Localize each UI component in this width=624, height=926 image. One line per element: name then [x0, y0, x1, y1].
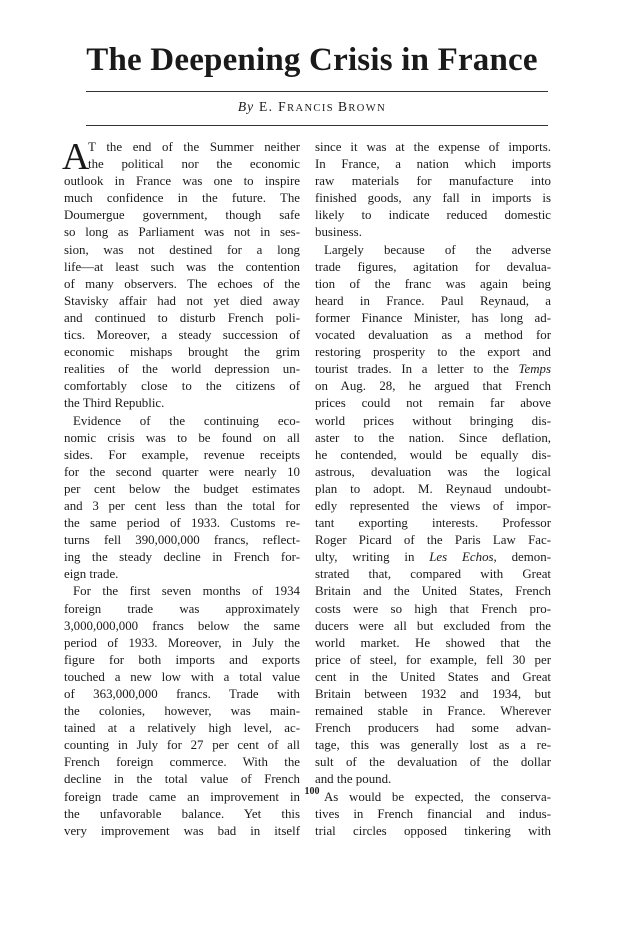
text-line-temps [315, 361, 551, 378]
text-line: Britain between 1932 and 1934, but [315, 687, 551, 701]
text-line: strated that, compared with Great [315, 567, 551, 582]
text-line: per cent below the budget estimates [64, 481, 300, 496]
text-line: Britain and the United States, French [315, 584, 551, 599]
text-line: In France, a nation which imports [315, 157, 551, 172]
text-line: business. [315, 225, 362, 240]
text-line: trade figures, agitation for devalua- [315, 259, 551, 274]
text-line: turns fell 390,000,000 francs, reflect- [64, 533, 300, 548]
text-line: since it was at the expense of imports. [315, 140, 551, 154]
text-line: raw materials for manufacture into [315, 174, 551, 189]
text-line: prices could not remain far above [315, 396, 551, 411]
text-line: and the pound. [315, 772, 392, 787]
text-line: on Aug. 28, he argued that French [315, 379, 551, 394]
title-rule-top [86, 91, 548, 92]
text-line: tives in French financial and indus- [315, 806, 551, 821]
text-line: touched a new low with a total value [64, 669, 300, 684]
text-line: T the end of the Summer neither [88, 140, 300, 154]
text-line: As would be expected, the conserva- [324, 789, 551, 804]
byline-author-f: F [278, 99, 288, 114]
text-line: For the first seven months of 1934 [73, 584, 300, 599]
drop-cap: A [62, 136, 90, 178]
text-line: French foreign commerce. With the [64, 755, 300, 770]
text-line: former Finance Minister, has long ad- [315, 310, 551, 325]
text-line: edly represented the views of impor- [315, 498, 551, 513]
text-line: plan to adopt. M. Reynaud undoubt- [315, 481, 551, 496]
text-line: decline in the total value of French [64, 772, 300, 787]
text-line: Evidence of the continuing eco- [73, 413, 300, 428]
text-line: cent in the United States and Great [315, 669, 551, 684]
text-line: Roger Picard of the Paris Law Fac- [315, 533, 551, 548]
text-line: foreign trade was approximately [64, 601, 300, 616]
text-line: astrous, devaluation was the logical [315, 464, 551, 479]
text-line: sult of the devaluation of the dollar [315, 755, 551, 770]
text-line: the Third Republic. [64, 396, 165, 411]
echos-title: Les Echos [429, 550, 494, 565]
byline-author-rancis: RANCIS [287, 103, 338, 114]
text-line: of 363,000,000 francs. Trade with [64, 687, 300, 701]
text-line: much confidence in the future. The [64, 191, 300, 206]
text-line: tant exporting interests. Professor [315, 516, 551, 531]
text-line: vocated devaluation as a method for [315, 328, 551, 343]
text-line: remained stable in France. Wherever [315, 704, 551, 719]
text-line: figure for both imports and exports [64, 652, 300, 667]
text-line-echos [315, 549, 551, 566]
text-line: tage, this was generally lost as a re- [315, 738, 551, 753]
text-line: and continued to disturb French poli- [64, 310, 300, 325]
text-line: counting in July for 27 per cent of all [64, 738, 300, 753]
text-line: 3,000,000,000 francs below the same [64, 618, 300, 633]
text-line: nomic crisis was to be found on all [64, 430, 300, 445]
text-line: heard in France. Paul Reynaud, a [315, 293, 551, 308]
byline-author-initial: E. [258, 99, 279, 114]
text-line: realities of the world depression un- [64, 362, 300, 377]
byline-by: By [237, 99, 255, 114]
text-line: the colonies, however, was main- [64, 704, 300, 719]
text-line: so long as Parliament was not in ses- [64, 225, 300, 240]
echos-suffix: , demon- [493, 550, 551, 565]
temps-title: Temps [518, 362, 551, 377]
text-line: eign trade. [64, 567, 119, 582]
text-line: restoring prosperity to the export and [315, 345, 551, 360]
text-line: world market. He showed that the [315, 635, 551, 650]
text-line: economic mishaps brought the grim [64, 345, 300, 360]
text-line: sion, was not destined for a long [64, 242, 300, 257]
text-line: of many observers. The echoes of the [64, 276, 300, 291]
text-line: the political nor the economic [88, 157, 300, 172]
text-line: period of 1933. Moreover, in July the [64, 635, 300, 650]
text-line: outlook in France was one to inspire [64, 174, 300, 189]
article-title: The Deepening Crisis in France [86, 42, 538, 78]
text-line: tics. Moreover, a steady succession of [64, 328, 300, 343]
text-line: Stavisky affair had not yet died away [64, 293, 300, 308]
text-line: and 3 per cent less than the total for [64, 498, 300, 513]
text-line: comfortably close to the citizens of [64, 379, 300, 394]
text-line: life—at least such was the contention [64, 259, 300, 274]
title-rule-bottom [86, 125, 548, 126]
text-line: tion of the franc was again being [315, 276, 551, 291]
right-column [315, 139, 551, 840]
text-line: aster to the nation. Since deflation, [315, 430, 551, 445]
text-line: Largely because of the adverse [324, 242, 551, 257]
text-line: he contended, would be equally dis- [315, 447, 551, 462]
text-line: world prices without bringing dis- [315, 413, 551, 428]
text-line: foreign trade came an improvement in [64, 789, 300, 804]
text-line: Doumergue government, though safe [64, 208, 300, 223]
byline [0, 98, 624, 118]
text-line: the unfavorable balance. Yet this [64, 806, 300, 821]
text-line: French producers had some advan- [315, 721, 551, 736]
text-line: for the second quarter were nearly 10 [64, 464, 300, 479]
text-line: price of steel, for example, fell 30 per [315, 652, 551, 667]
text-line: very improvement was bad in itself [64, 823, 300, 838]
text-line: trial circles opposed tinkering with [315, 823, 551, 838]
text-line: ducers were all but excluded from the [315, 618, 551, 633]
byline-author-b: B [338, 99, 349, 114]
echos-prefix: ulty, writing in [315, 550, 430, 565]
text-line: tained at a relatively high level, ac- [64, 721, 300, 736]
byline-author-rown: ROWN [348, 103, 387, 114]
text-line: finished goods, any fall in imports is [315, 191, 551, 206]
left-column [62, 136, 300, 840]
text-line: ing the steady decline in French for- [64, 550, 300, 565]
text-line: sides. For example, revenue receipts [64, 447, 300, 462]
text-line: likely to indicate reduced domestic [315, 208, 551, 223]
text-line: costs were so high that French pro- [315, 601, 551, 616]
text-line: the same period of 1933. Customs re- [64, 516, 300, 531]
temps-prefix: tourist trades. In a letter to the [315, 362, 519, 377]
page-number: 100 [304, 786, 320, 797]
